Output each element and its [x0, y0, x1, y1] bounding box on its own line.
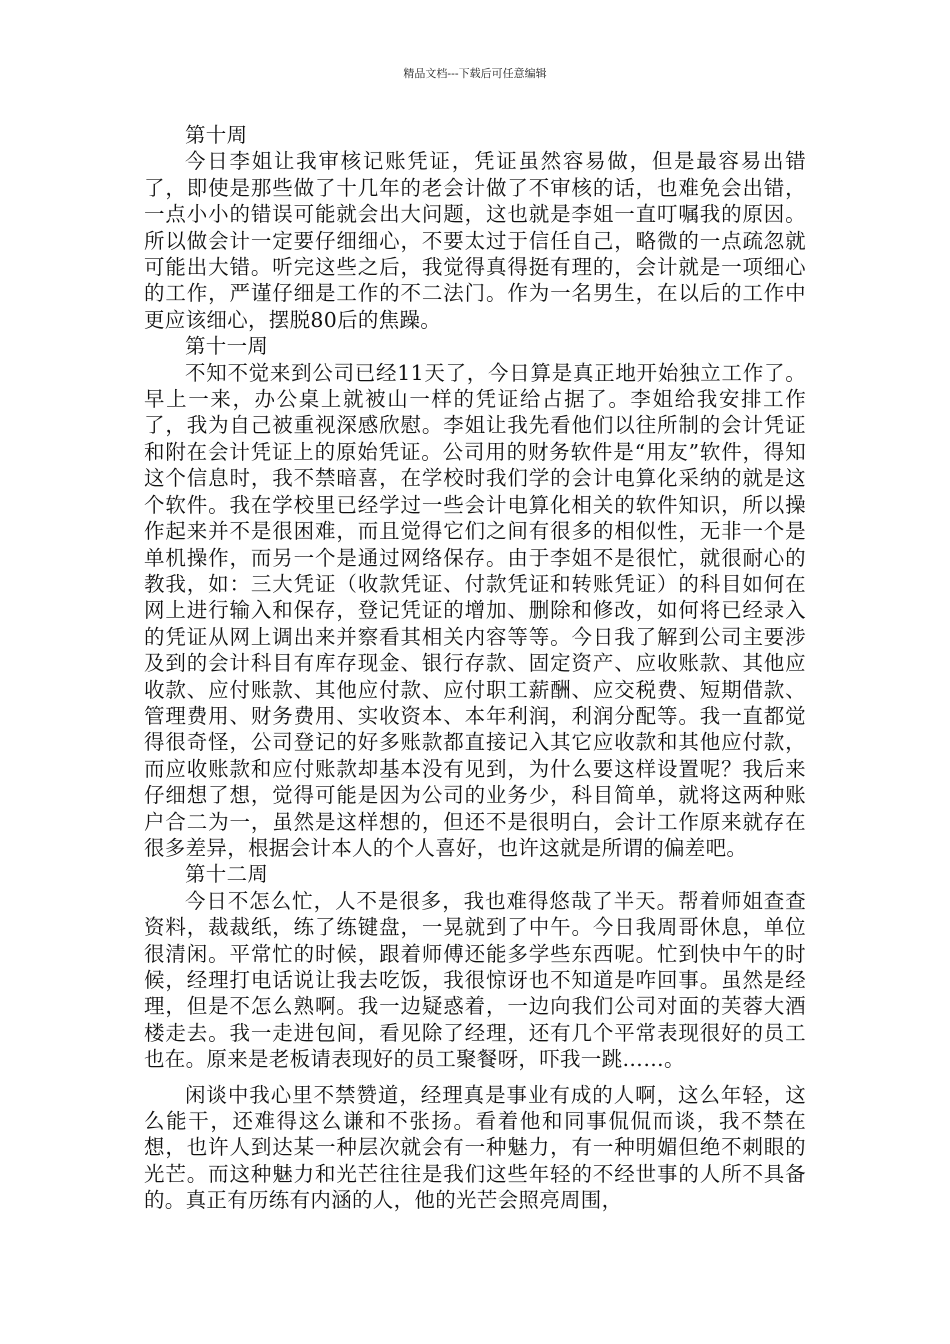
paragraph-week-10: 今日李姐让我审核记账凭证，凭证虽然容易做，但是最容易出错了，即使是那些做了十几年的老会计做了不审核的话，也难免会出错，一点小小的错误可能就会出大问题，这也就是李姐一直叮嘱我的原因。所以做会计一定要仔细细心，不要太过于信任自己，略微的一点疏忽就可能出大错。听完这些之后，我觉得真得挺有理的，会计就是一项细心的工作，严谨仔细是工作的不二法门。作为一名男生，在以后的工作中更应该细心，摆脱80后的焦躁。 — [144, 149, 806, 332]
paragraph-week-12-second: 闲谈中我心里不禁赞道，经理真是事业有成的人啊，这么年轻，这么能干，还难得这么谦和不张扬。看着他和同事侃侃而谈，我不禁在想，也许人到达某一种层次就会有一种魅力，有一种明媚但绝不刺眼的光芒。而这种魅力和光芒往往是我们这些年轻的不经世事的人所不具备的。真正有历练有内涵的人，他的光芒会照亮周围， — [144, 1082, 806, 1213]
paragraph-week-11: 不知不觉来到公司已经11天了，今日算是真正地开始独立工作了。早上一来，办公桌上就被山一样的凭证给占据了。李姐给我安排工作了，我为自己被重视深感欣慰。李姐让我先看他们以往所制的会计凭证和附在会计凭证上的原始凭证。公司用的财务软件是“用友”软件，得知这个信息时，我不禁暗喜，在学校时我们学的会计电算化采纳的就是这个软件。我在学校里已经学过一些会计电算化相关的软件知识，所以操作起来并不是很困难，而且觉得它们之间有很多的相似性，无非一个是单机操作，而另一个是通过网络保存。由于李姐不是很忙，就很耐心的教我，如：三大凭证（收款凭证、付款凭证和转账凭证）的科目如何在网上进行输入和保存，登记凭证的增加、删除和修改，如何将已经录入的凭证从网上调出来并察看其相关内容等等。今日我了解到公司主要涉及到的会计科目有库存现金、银行存款、固定资产、应收账款、其他应收款、应付账款、其他应付款、应付职工薪酬、应交税费、短期借款、管理费用、财务费用、实收资本、本年利润，利润分配等。我一直都觉得很奇怪，公司登记的好多账款都直接记入其它应收款和其他应付款，而应收账款和应付账款却基本没有见到，为什么要这样设置呢？我后来仔细想了想，觉得可能是因为公司的业务少，科目简单，就将这两种账户合二为一，虽然是这样想的，但还不是很明白，会计工作原来就存在很多差异，根据会计本人的个人喜好，也许这就是所谓的偏差吧。 — [144, 360, 806, 860]
document-body — [144, 122, 806, 1214]
paragraph-week-12-first: 今日不怎么忙，人不是很多，我也难得悠哉了半天。帮着师姐查查资料，裁裁纸，练了练键盘，一晃就到了中午。今日我周哥休息，单位很清闲。平常忙的时候，跟着师傅还能多学些东西呢。忙到快中午的时候，经理打电话说让我去吃饭，我很惊讶也不知道是咋回事。虽然是经理，但是不怎么熟啊。我一边疑惑着，一边向我们公司对面的芙蓉大酒楼走去。我一走进包间，看见除了经理，还有几个平常表现很好的员工也在。原来是老板请表现好的员工聚餐呀，吓我一跳……。 — [144, 888, 806, 1072]
section-heading-week-12: 第十二周 — [185, 862, 269, 887]
section-heading-week-11: 第十一周 — [185, 334, 269, 359]
page-header: 精品文档---下载后可任意编辑 — [403, 67, 547, 80]
section-heading-week-10: 第十周 — [185, 123, 248, 147]
